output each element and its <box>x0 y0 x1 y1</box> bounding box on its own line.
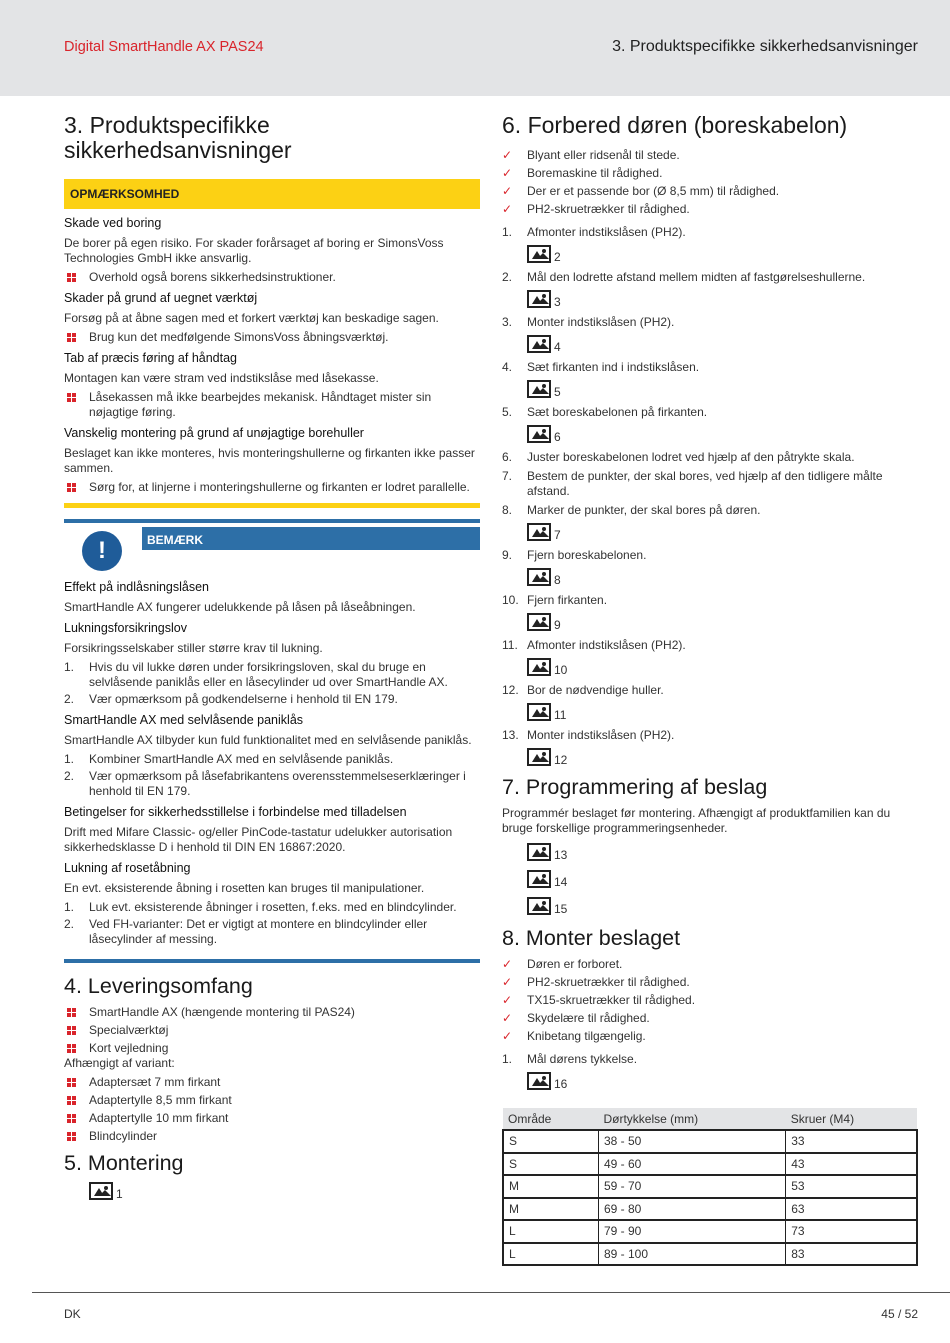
bullet-icon <box>67 273 76 282</box>
note-top-rule <box>64 519 480 523</box>
image-icon <box>527 870 551 888</box>
step-item: 10. Fjern firkanten. 9 <box>502 593 918 631</box>
note-banner <box>64 527 480 574</box>
note-text: SmartHandle AX fungerer udelukkende på låsen på låseåbningen. <box>64 600 416 614</box>
table-cell: S <box>503 1153 598 1176</box>
programming-text: Programmér beslaget før montering. Afhængigt af produktfamilien kan du bruge forskellige programmeringsenheder. <box>502 806 891 835</box>
check-item: ✓ TX15-skruetrækker til rådighed. <box>502 993 696 1007</box>
image-icon <box>527 748 551 766</box>
image-icon <box>89 1182 113 1200</box>
image-reference: 15 <box>527 897 918 915</box>
check-item: ✓ Boremaskine til rådighed. <box>502 166 663 180</box>
table-row <box>503 1153 917 1176</box>
variant-item: Blindcylinder <box>64 1129 480 1144</box>
step-item: 12. Bor de nødvendige huller. 11 <box>502 683 918 721</box>
note-label-bar <box>142 527 480 550</box>
bullet-icon <box>67 1026 76 1035</box>
table-cell: 49 - 60 <box>598 1153 785 1176</box>
image-icon <box>527 1072 551 1090</box>
check-icon: ✓ <box>502 202 513 216</box>
note-heading: Effekt på indlåsningslåsen <box>64 580 210 594</box>
image-reference: 11 <box>527 703 918 721</box>
bullet-icon <box>67 1008 76 1017</box>
exclamation-icon: ! <box>82 531 122 571</box>
door-thickness-table <box>502 1108 918 1266</box>
table-row <box>503 1175 917 1198</box>
bullet-icon <box>67 1132 76 1141</box>
page-number: 45 / 52 <box>881 1307 918 1321</box>
image-reference: 5 <box>527 380 918 398</box>
warning-bullet: Sørg for, at linjerne i monteringshullerne og firkanten er lodret parallelle. <box>64 480 480 495</box>
bullet-icon <box>67 1096 76 1105</box>
step-item: 13. Monter indstikslåsen (PH2). 12 <box>502 728 918 766</box>
list-item: 2. Vær opmærksom på låsefabrikantens overensstemmelseserklæringer i henhold til EN 179. <box>64 769 466 798</box>
image-reference: 4 <box>527 335 918 353</box>
image-reference: 14 <box>527 870 918 888</box>
table-cell: 83 <box>786 1243 917 1266</box>
check-icon: ✓ <box>502 1029 513 1043</box>
warning-label: OPMÆRKSOMHED <box>70 187 180 201</box>
footer-language: DK <box>64 1307 81 1321</box>
table-header: Skruer (M4) <box>786 1108 917 1130</box>
page-header <box>0 0 950 96</box>
step-item: 5. Sæt boreskabelonen på firkanten. 6 <box>502 405 918 443</box>
variant-item: Adaptersæt 7 mm firkant <box>64 1075 480 1090</box>
table-cell: M <box>503 1175 598 1198</box>
image-icon <box>527 290 551 308</box>
step-item: 9. Fjern boreskabelonen. 8 <box>502 548 918 586</box>
step-item: 4. Sæt firkanten ind i indstikslåsen. 5 <box>502 360 918 398</box>
step-item: 8. Marker de punkter, der skal bores på døren. 7 <box>502 503 918 541</box>
image-reference: 8 <box>527 568 918 586</box>
image-icon <box>527 658 551 676</box>
step-item: 6. Juster boreskabelonen lodret ved hjælp af den påtrykte skala. <box>502 450 855 464</box>
table-cell: 89 - 100 <box>598 1243 785 1266</box>
warning-end-rule <box>64 503 480 508</box>
step-item: 1. Afmonter indstikslåsen (PH2). 2 <box>502 225 918 263</box>
warning-heading: Vanskelig montering på grund af unøjagtige borehuller <box>64 426 364 440</box>
note-label: BEMÆRK <box>147 533 203 547</box>
scope-item: Kort vejledning <box>64 1041 480 1056</box>
warning-bullet: Låsekassen må ikke bearbejdes mekanisk. Håndtaget mister sin nøjagtige føring. <box>64 390 480 420</box>
note-heading: Betingelser for sikkerhedsstillelse i forbindelse med tilladelsen <box>64 805 407 819</box>
check-item: ✓ Der er et passende bor (Ø 8,5 mm) til rådighed. <box>502 184 780 198</box>
table-cell: 63 <box>786 1198 917 1221</box>
check-item: ✓ Skydelære til rådighed. <box>502 1011 650 1025</box>
list-item: 2. Ved FH-varianter: Det er vigtigt at montere en blindcylinder eller låsecylinder af messing. <box>64 917 428 946</box>
check-item: ✓ Blyant eller ridsenål til stede. <box>502 148 680 162</box>
section-title-prepare: 6. Forbered døren (boreskabelon) <box>502 112 848 138</box>
programming-images <box>502 843 918 915</box>
table-header-row <box>503 1108 917 1130</box>
step-item: 1. Mål dørens tykkelse. 16 <box>502 1052 918 1090</box>
image-reference: 13 <box>527 843 918 861</box>
check-icon: ✓ <box>502 184 513 198</box>
header-section: 3. Produktspecifikke sikkerhedsanvisninger <box>612 38 918 55</box>
warning-heading: Skade ved boring <box>64 216 162 230</box>
table-cell: 33 <box>786 1130 917 1153</box>
table-row <box>503 1220 917 1243</box>
left-column <box>64 113 480 1207</box>
warning-text: Montagen kan være stram ved indstikslåse med låsekasse. <box>64 371 379 385</box>
check-icon: ✓ <box>502 957 513 971</box>
image-icon <box>527 380 551 398</box>
image-reference: 2 <box>527 245 918 263</box>
image-reference: 6 <box>527 425 918 443</box>
image-reference: 12 <box>527 748 918 766</box>
note-heading: Lukningsforsikringslov <box>64 621 187 635</box>
image-icon <box>527 425 551 443</box>
warning-bullet: Overhold også borens sikkerhedsinstruktioner. <box>64 270 480 285</box>
note-end-rule <box>64 959 480 963</box>
image-reference: 16 <box>527 1072 918 1090</box>
table-cell: L <box>503 1220 598 1243</box>
variant-label: Afhængigt af variant: <box>64 1056 175 1070</box>
check-item: ✓ PH2-skruetrækker til rådighed. <box>502 202 690 216</box>
bullet-icon <box>67 1114 76 1123</box>
list-item: 1. Kombiner SmartHandle AX med en selvlåsende paniklås. <box>64 752 394 766</box>
section-title-scope: 4. Leveringsomfang <box>64 974 253 998</box>
table-cell: 43 <box>786 1153 917 1176</box>
table-cell: S <box>503 1130 598 1153</box>
scope-item: SmartHandle AX (hængende montering til PAS24) <box>64 1005 480 1020</box>
prep-steps-list <box>502 225 918 766</box>
image-reference: 1 <box>89 1182 480 1200</box>
warning-heading: Tab af præcis føring af håndtag <box>64 351 238 365</box>
table-cell: 38 - 50 <box>598 1130 785 1153</box>
section-title-programming: 7. Programmering af beslag <box>502 775 768 799</box>
note-text: Drift med Mifare Classic- og/eller PinCode-tastatur udelukker autorisation sikkerhedsklasse D i henhold til DIN EN 16867:2020. <box>64 825 453 854</box>
table-cell: 59 - 70 <box>598 1175 785 1198</box>
table-header: Dørtykkelse (mm) <box>598 1108 785 1130</box>
section-title-mounting: 5. Montering <box>64 1151 184 1175</box>
step-item: 7. Bestem de punkter, der skal bores, ved hjælp af den tidligere målte afstand. <box>502 469 883 498</box>
bullet-icon <box>67 393 76 402</box>
scope-item: Specialværktøj <box>64 1023 480 1038</box>
bullet-icon <box>67 1044 76 1053</box>
image-reference: 10 <box>527 658 918 676</box>
table-cell: M <box>503 1198 598 1221</box>
table-cell: 53 <box>786 1175 917 1198</box>
warning-text: Beslaget kan ikke monteres, hvis monteringshullerne og firkanten ikke passer sammen. <box>64 446 475 475</box>
image-icon <box>527 245 551 263</box>
check-icon: ✓ <box>502 975 513 989</box>
table-cell: 69 - 80 <box>598 1198 785 1221</box>
table-row <box>503 1198 917 1221</box>
image-icon <box>527 897 551 915</box>
list-item: 1. Hvis du vil lukke døren under forsikringsloven, skal du bruge en selvlåsende paniklås eller en låsecylinder ud over SmartHandle AX. <box>64 660 448 689</box>
check-icon: ✓ <box>502 1011 513 1025</box>
table-cell: 73 <box>786 1220 917 1243</box>
step-item: 3. Monter indstikslåsen (PH2). 4 <box>502 315 918 353</box>
bullet-icon <box>67 1078 76 1087</box>
image-icon <box>527 523 551 541</box>
header-product: Digital SmartHandle AX PAS24 <box>64 39 264 55</box>
note-text: En evt. eksisterende åbning i rosetten kan bruges til manipulationer. <box>64 881 425 895</box>
note-text: SmartHandle AX tilbyder kun fuld funktionalitet med en selvlåsende paniklås. <box>64 733 472 747</box>
table-cell: L <box>503 1243 598 1266</box>
image-icon <box>527 613 551 631</box>
check-item: ✓ Døren er forboret. <box>502 957 623 971</box>
table-row <box>503 1130 917 1153</box>
list-item: 1. Luk evt. eksisterende åbninger i rosetten, f.eks. med en blindcylinder. <box>64 900 457 914</box>
footer-rule <box>32 1292 950 1293</box>
check-icon: ✓ <box>502 166 513 180</box>
image-icon <box>527 703 551 721</box>
note-text: Forsikringsselskaber stiller større krav til lukning. <box>64 641 323 655</box>
image-icon <box>527 568 551 586</box>
image-icon <box>527 335 551 353</box>
check-icon: ✓ <box>502 993 513 1007</box>
section-title-safety: 3. Produktspecifikke sikkerhedsanvisninger <box>64 112 292 163</box>
warning-text: De borer på egen risiko. For skader forårsaget af boring er SimonsVoss Technologies GmbH ikke ansvarlig. <box>64 236 444 265</box>
note-heading: Lukning af rosetåbning <box>64 861 191 875</box>
step-item: 11. Afmonter indstikslåsen (PH2). 10 <box>502 638 918 676</box>
warning-text: Forsøg på at åbne sagen med et forkert værktøj kan beskadige sagen. <box>64 311 439 325</box>
warning-bullet: Brug kun det medfølgende SimonsVoss åbningsværktøj. <box>64 330 480 345</box>
image-reference: 9 <box>527 613 918 631</box>
check-item: ✓ PH2-skruetrækker til rådighed. <box>502 975 690 989</box>
image-reference: 7 <box>527 523 918 541</box>
table-header: Område <box>503 1108 598 1130</box>
check-item: ✓ Knibetang tilgængelig. <box>502 1029 646 1043</box>
bullet-icon <box>67 483 76 492</box>
variant-item: Adaptertylle 10 mm firkant <box>64 1111 480 1126</box>
image-reference: 3 <box>527 290 918 308</box>
table-cell: 79 - 90 <box>598 1220 785 1243</box>
image-icon <box>527 843 551 861</box>
table-row <box>503 1243 917 1266</box>
right-column <box>502 113 918 1266</box>
check-icon: ✓ <box>502 148 513 162</box>
list-item: 2. Vær opmærksom på godkendelserne i henhold til EN 179. <box>64 692 398 706</box>
bullet-icon <box>67 333 76 342</box>
warning-banner <box>64 179 480 209</box>
step-item: 2. Mål den lodrette afstand mellem midten af fastgørelseshullerne. 3 <box>502 270 918 308</box>
note-heading: SmartHandle AX med selvlåsende paniklås <box>64 713 304 727</box>
warning-heading: Skader på grund af uegnet værktøj <box>64 291 258 305</box>
section-title-fit: 8. Monter beslaget <box>502 926 681 950</box>
variant-item: Adaptertylle 8,5 mm firkant <box>64 1093 480 1108</box>
